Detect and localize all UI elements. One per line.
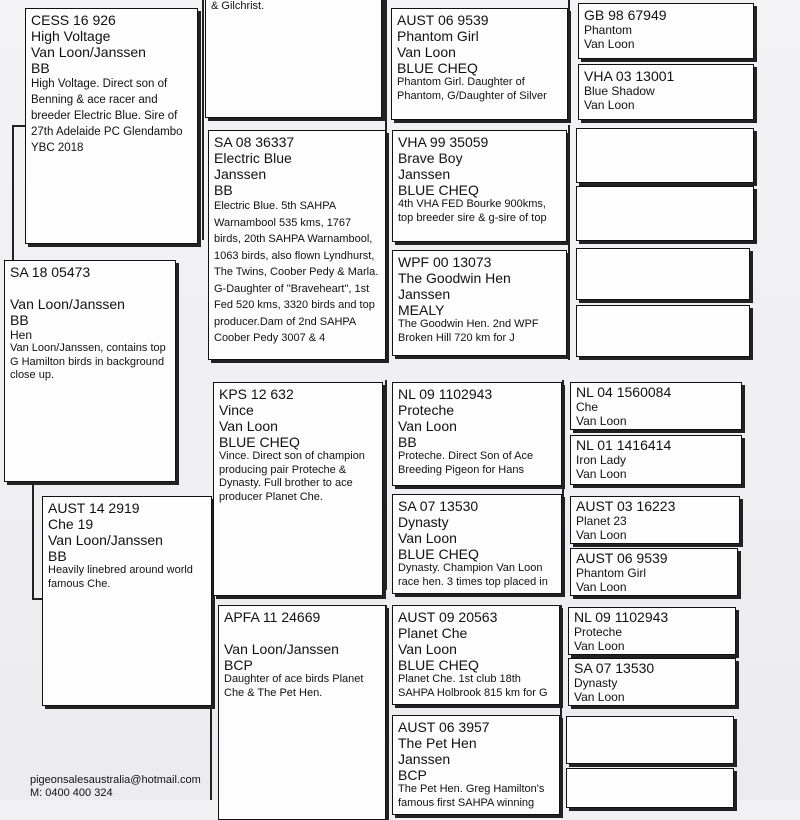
bird-name: Dynasty [574, 676, 618, 690]
ring-number: AUST 14 2919 [48, 500, 140, 516]
pedigree-card-gen4 [570, 382, 742, 430]
color: BLUE CHEQ [398, 546, 479, 562]
strain: Van Loon [576, 580, 627, 594]
pedigree-card-gen3 [392, 715, 560, 815]
ring-number: NL 04 1560084 [576, 384, 672, 400]
bird-name: Che [576, 400, 599, 414]
bird-note: The Pet Hen. Greg Hamilton's famous first SAHPA winning [398, 783, 545, 809]
pedigree-card-gen4-empty [566, 716, 734, 764]
ring-number: AUST 03 16223 [576, 498, 676, 514]
pedigree-card-gen3 [392, 382, 562, 486]
bird-name: Proteche [398, 402, 455, 418]
pedigree-card-dam-dam [218, 605, 386, 820]
pedigree-card-subject [4, 260, 176, 482]
contact-info [30, 774, 201, 800]
pedigree-card-sire-sire [205, 0, 382, 118]
pedigree-card-gen4-empty [576, 305, 750, 357]
bird-note: Proteche. Direct Son of Ace Breeding Pigeon for Hans [398, 450, 534, 476]
ring-number: NL 01 1416414 [576, 437, 672, 453]
bird-name: Planet 23 [576, 514, 627, 528]
bird-note: Planet Che. 1st club 18th SAHPA Holbrook 815 km for G [398, 673, 548, 699]
pedigree-card-gen4 [578, 64, 754, 120]
strain: Janssen [398, 751, 451, 767]
connector-line [560, 605, 562, 800]
strain: Janssen [398, 166, 451, 182]
bird-name: Blue Shadow [584, 84, 655, 98]
connector-line [385, 380, 387, 590]
strain: Van Loon/Janssen [31, 44, 146, 60]
pedigree-card-gen4 [570, 548, 738, 596]
pedigree-card-gen3 [392, 250, 567, 356]
ring-number: WPF 00 13073 [398, 254, 492, 270]
pedigree-card-gen4 [570, 435, 742, 485]
strain: Van Loon [584, 37, 635, 51]
color: BLUE CHEQ [398, 182, 479, 198]
connector-line [568, 125, 570, 360]
color: BLUE CHEQ [397, 60, 478, 76]
strain: Van Loon [398, 530, 457, 546]
strain: Janssen [398, 286, 451, 302]
pedigree-card-gen4 [578, 3, 754, 59]
ring-number: VHA 99 35059 [398, 134, 489, 150]
ring-number: AUST 06 9539 [576, 550, 668, 566]
bird-name: Vince [219, 402, 254, 418]
bird-name: The Goodwin Hen [398, 270, 511, 286]
strain: Van Loon [397, 44, 456, 60]
pedigree-card-gen4 [570, 496, 740, 544]
pedigree-card-gen4 [568, 658, 736, 706]
connector-line [32, 480, 34, 600]
color: BB [31, 60, 50, 76]
strain: Van Loon [574, 690, 625, 704]
strain: Van Loon [576, 414, 627, 428]
pedigree-card-dam [42, 496, 212, 706]
ring-number: AUST 09 20563 [398, 609, 498, 625]
strain: Van Loon [398, 641, 457, 657]
bird-name: Phantom Girl [576, 566, 647, 580]
connector-line [202, 0, 204, 240]
color: BCP [224, 657, 253, 673]
ring-number: APFA 11 24669 [224, 609, 321, 625]
pedigree-card-gen4-empty [566, 768, 734, 808]
bird-name [224, 625, 380, 641]
pedigree-card-gen3 [392, 130, 567, 242]
bird-note: Vince. Direct son of champion producing pair Proteche & Dynasty. Full brother to ace producer Planet Che. [219, 450, 365, 503]
pedigree-card-gen4-empty [576, 186, 754, 241]
ring-number: SA 07 13530 [574, 660, 655, 676]
strain: Van Loon [576, 528, 627, 542]
color: BCP [398, 767, 427, 783]
color: BB [398, 434, 417, 450]
strain: Van Loon [584, 98, 635, 112]
bird-name: High Voltage [31, 28, 111, 44]
color: BLUE CHEQ [398, 657, 479, 673]
ring-number: VHA 03 13001 [584, 68, 675, 84]
color: BB [214, 182, 233, 198]
pedigree-card-gen4-empty [576, 248, 750, 300]
color: BB [48, 548, 67, 564]
ring-number: NL 09 1102943 [398, 386, 493, 402]
ring-number: SA 08 36337 [214, 134, 295, 150]
sex: Hen [10, 328, 33, 342]
connector-line [568, 0, 570, 120]
bird-note: High Voltage. Direct son of Benning & ace racer and breeder Electric Blue. Sire of 27th Adelaide PC Glendambo YBC 2018 [31, 78, 183, 154]
bird-note: Dynasty. Champion Van Loon race hen. 3 times top placed in [398, 562, 548, 588]
bird-note: Electric Blue. 5th SAHPA Warnambool 535 kms, 1767 birds, 20th SAHPA Warnambool, 1063 birds, also flown Lyndhurst, The Twins, Coober Pedy & Marla. G-Daughter of "Braveheart", 1st Fed 520 kms, 3320 birds and top producer.Dam of 2nd SAHPA Coober Pedy 3007 & 4 [214, 200, 379, 344]
color: BLUE CHEQ [219, 434, 300, 450]
ring-number: GB 98 67949 [584, 7, 667, 23]
connector-line [12, 125, 14, 260]
pedigree-card-gen3 [392, 494, 562, 594]
pedigree-card-gen4-empty [576, 128, 754, 183]
color: MEALY [398, 302, 445, 318]
bird-note: 4th VHA FED Bourke 900kms, top breeder sire & g-sire of top [398, 198, 547, 224]
bird-name: Planet Che [398, 625, 468, 641]
bird-note: Phantom Girl. Daughter of Phantom, G/Daughter of Silver [397, 76, 547, 102]
strain: Van Loon [574, 639, 625, 653]
strain: Janssen [214, 166, 267, 182]
pedigree-card-sire-dam [208, 130, 386, 360]
strain: Van Loon/Janssen [48, 532, 163, 548]
pedigree-card-sire [25, 8, 198, 244]
bird-name: Iron Lady [576, 453, 627, 467]
strain: Van Loon/Janssen [10, 296, 125, 312]
ring-number: AUST 06 3957 [398, 719, 490, 735]
bird-name: Phantom [584, 23, 633, 37]
contact-email[interactable]: pigeonsalesaustralia@hotmail.com [30, 774, 201, 786]
pedigree-card-gen3 [391, 8, 568, 120]
ring-number: AUST 06 9539 [397, 12, 489, 28]
bird-name: Proteche [574, 625, 623, 639]
pedigree-card-gen4 [568, 607, 736, 655]
strain: Van Loon/Janssen [224, 641, 339, 657]
bird-name: Che 19 [48, 516, 94, 532]
bird-name [10, 280, 170, 296]
strain: Van Loon [398, 418, 457, 434]
strain: Van Loon [576, 467, 627, 481]
pedigree-card-gen3 [392, 605, 560, 705]
pedigree-card-dam-sire [213, 382, 383, 596]
ring-number: SA 18 05473 [10, 264, 91, 280]
bird-name: Brave Boy [398, 150, 463, 166]
bird-note: & Gilchrist. [211, 0, 265, 12]
bird-name: Electric Blue [214, 150, 292, 166]
strain: Van Loon [219, 418, 278, 434]
bird-note: Daughter of ace birds Planet Che & The Pet Hen. [224, 673, 364, 699]
color: BB [10, 312, 29, 328]
ring-number: KPS 12 632 [219, 386, 294, 402]
connector-line [562, 380, 564, 590]
bird-name: The Pet Hen [398, 735, 477, 751]
bird-note: Van Loon/Janssen, contains top G Hamilton birds in background close up. [10, 342, 166, 381]
ring-number: NL 09 1102943 [574, 609, 669, 625]
bird-name: Phantom Girl [397, 28, 479, 44]
bird-note: Heavily linebred around world famous Che. [48, 564, 193, 590]
ring-number: SA 07 13530 [398, 498, 479, 514]
contact-phone: M: 0400 400 324 [30, 787, 113, 799]
bird-note: The Goodwin Hen. 2nd WPF Broken Hill 720 km for J [398, 318, 539, 344]
bird-name: Dynasty [398, 514, 449, 530]
ring-number: CESS 16 926 [31, 12, 116, 28]
